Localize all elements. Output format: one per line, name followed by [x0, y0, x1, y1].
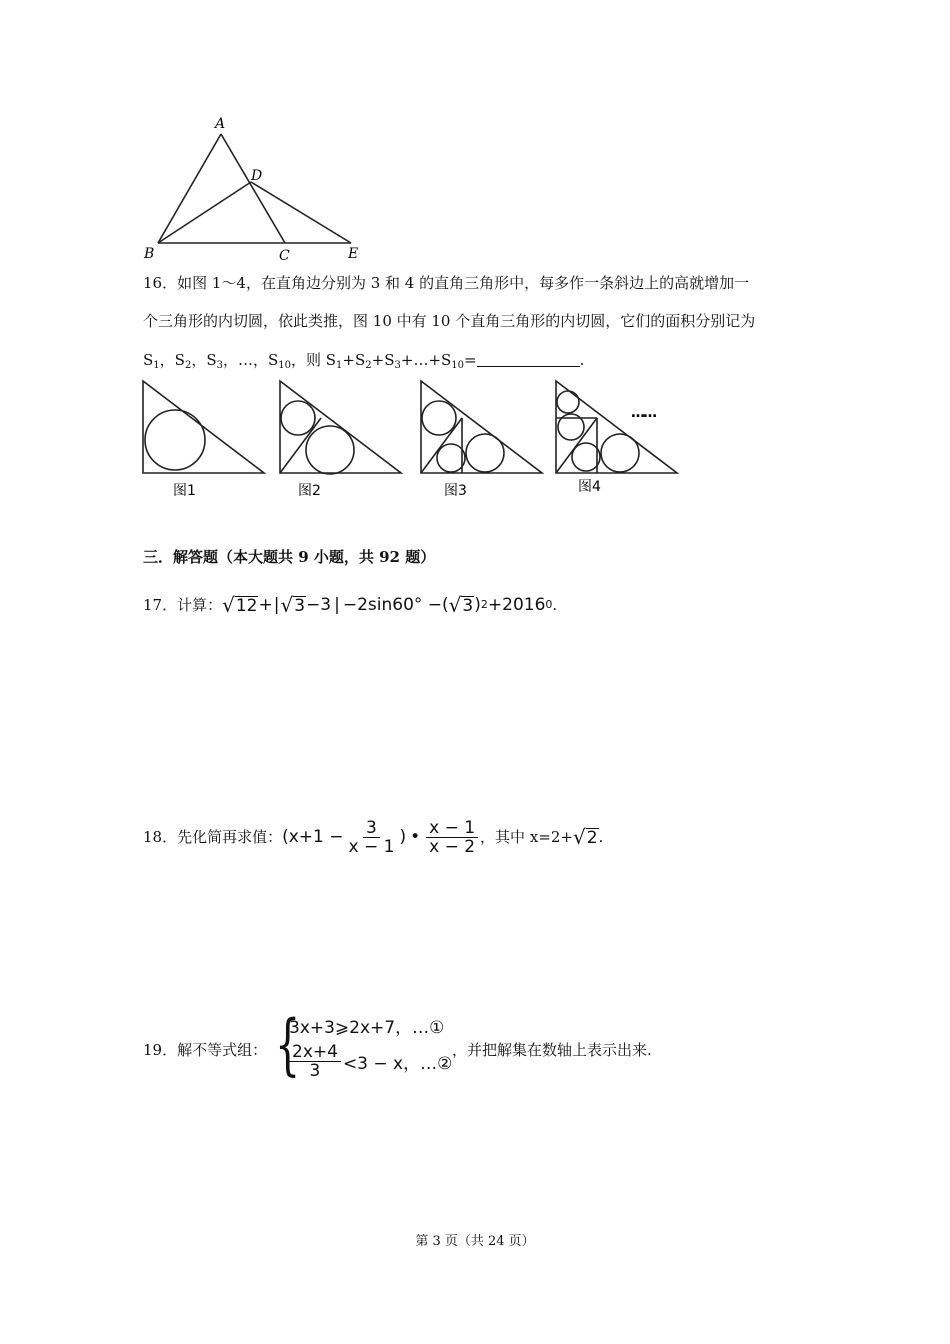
q17: 17．计算： √ 12 + | √ 3 −3 | −2sin60° −( √ 3 ) 2 +2016 0 . [143, 593, 558, 617]
fig-label-3: 图3 [444, 483, 467, 499]
figure-4 [556, 381, 677, 473]
q16-line3: $S_1$，$S_2$，$S_3$，…，$S_{10}$，则 $S_1+S_2+S_3+\dots+S_{10}=$ . [143, 351, 585, 371]
fraction-2: $\frac{x - 1}{x - 2}$ [426, 819, 478, 856]
label-D: D [251, 168, 263, 184]
inequality-1: 3x+3⩾2x+7，…① [289, 1018, 445, 1038]
figure-3 [421, 381, 542, 473]
inequality-2: $\frac{2x+4}{3}$ <3 − x，…② [287, 1043, 452, 1080]
sqrt-3: √ 3 [448, 593, 474, 617]
figure-2 [280, 381, 401, 474]
q18: 18．先化简再求值： (x+1 − $\frac{3}{x - 1}$ ) • $\frac{x - 1}{x - 2}$ ，其中 x=2+ √ 2 . [143, 817, 604, 857]
q16-line1: 16．如图 1～4，在直角边分别为 3 和 4 的直角三角形中，每多作一条斜边上的高就增加一 [143, 274, 750, 292]
label-E: E [348, 246, 359, 262]
label-B: B [144, 246, 155, 262]
sqrt-2: √ 2 [572, 825, 598, 849]
label-C: C [279, 248, 290, 264]
q19-suffix: ，并把解集在数轴上表示出来. [452, 1041, 652, 1059]
continuation-dots: …… [631, 405, 655, 421]
fraction-1: $\frac{3}{x - 1}$ [348, 817, 395, 857]
q16-line2: 个三角形的内切圆，依此类推，图 10 中有 10 个直角三角形的内切圆，它们的面积分别记为 [143, 312, 756, 330]
fig-label-2: 图2 [298, 483, 321, 499]
sqrt-12: √ 12 [222, 593, 258, 617]
section-title: 三．解答题（本大题共 9 小题，共 92 题） [143, 548, 436, 566]
page-footer: 第 3 页（共 24 页） [415, 1234, 535, 1249]
fig-label-4: 图4 [578, 479, 601, 495]
answer-blank[interactable] [477, 352, 580, 367]
triangle-figure [138, 112, 378, 267]
system-brace: { [275, 1006, 301, 1083]
label-A: A [215, 116, 226, 132]
figure-1 [143, 381, 264, 473]
incircle-figures [138, 375, 698, 505]
fig-label-1: 图1 [173, 483, 196, 499]
sqrt-3-abs: √ 3 [280, 593, 306, 617]
q19-prefix: 19．解不等式组： [143, 1041, 268, 1059]
